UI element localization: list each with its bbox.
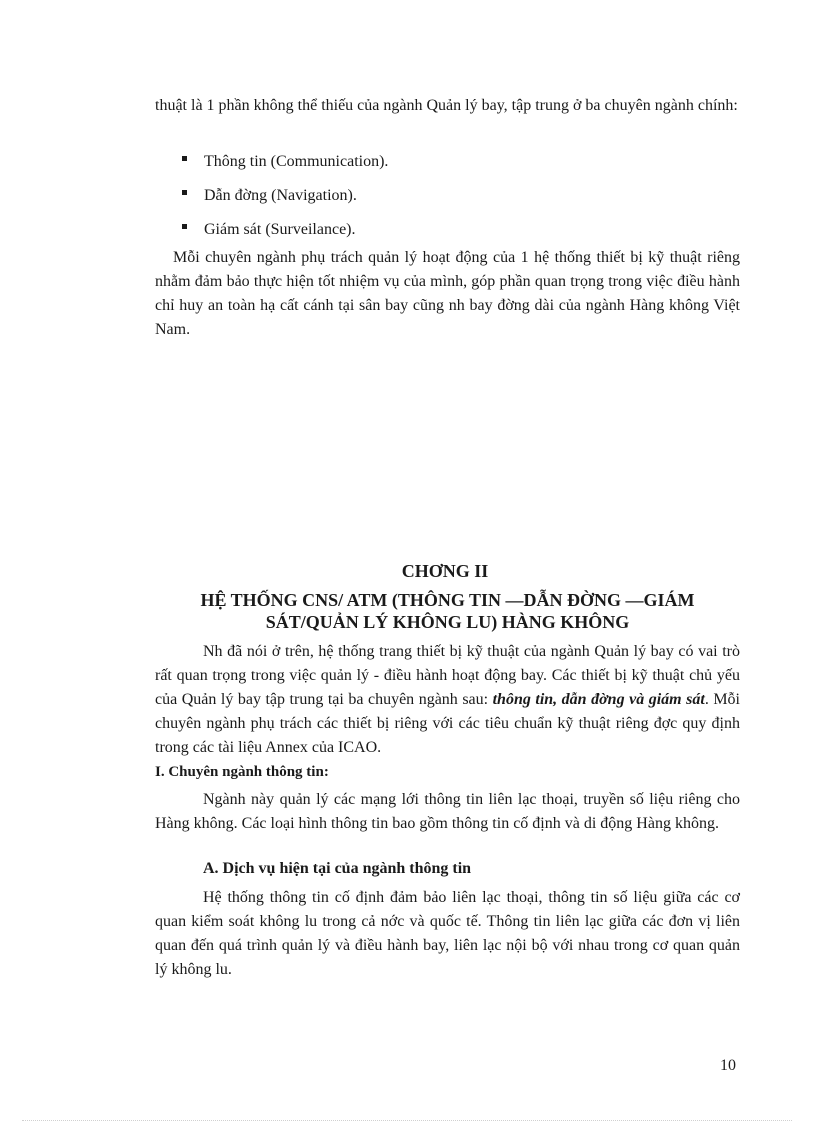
mission-paragraph: Mỗi chuyên ngành phụ trách quản lý hoạt động của 1 hệ thống thiết bị kỹ thuật riêng nhằm đảm bảo thực hiện tốt nhiệm vụ của mình, góp phần quan trọng trong việc điều hành chỉ huy an toàn hạ cất cánh tại sân bay cũng nh bay đờng dài của ngành Hàng không Việt Nam. — [155, 249, 740, 338]
square-bullet-icon — [182, 156, 187, 161]
square-bullet-icon — [182, 224, 187, 229]
bullet-text: Dẫn đờng (Navigation). — [204, 187, 357, 204]
subsection-heading: A. Dịch vụ hiện tại của ngành thông tin — [203, 860, 472, 877]
bullet-text: Thông tin (Communication). — [204, 153, 389, 170]
section-heading: I. Chuyên ngành thông tin: — [155, 764, 329, 780]
chapter-intro-emphasis: thông tin, dẫn đờng và giám sát — [492, 691, 705, 708]
bullet-list — [180, 150, 388, 252]
page-number: 10 — [720, 1057, 736, 1074]
chapter-number: CHƠNG II — [401, 561, 489, 581]
square-bullet-icon — [182, 190, 187, 195]
communication-paragraph: Ngành này quản lý các mạng lới thông tin liên lạc thoại, truyền số liệu riêng cho Hàng không. Các loại hình thông tin bao gồm thông tin cố định và di động Hàng không. — [155, 791, 740, 832]
bottom-divider — [22, 1120, 792, 1121]
bullet-text: Giám sát (Surveilance). — [204, 221, 356, 238]
chapter-intro-text: Nh đã nói ở trên, hệ thống trang thiết bị kỹ thuật của ngành Quản lý bay có vai trò rất quan trọng trong việc quản lý - điều hành hoạt động bay. Các thiết bị kỹ thuật chủ yếu của Quản lý bay tập trung tại ba chuyên ngành sau: — [155, 643, 740, 708]
chapter-intro-paragraph — [155, 640, 740, 760]
chapter-title: HỆ THỐNG CNS/ ATM (THÔNG TIN —DẪN ĐỜNG —GIÁM SÁT/QUẢN LÝ KHÔNG LU) HÀNG KHÔNG — [200, 590, 695, 632]
fixed-communication-paragraph: Hệ thống thông tin cố định đảm bảo liên lạc thoại, thông tin số liệu giữa các cơ quan kiểm soát không lu trong cả nớc và quốc tế. Thông tin liên lạc giữa các đơn vị liên quan đến quá trình quản lý và điều hành bay, liên lạc nội bộ với nhau trong cơ quan quản lý không lu. — [155, 889, 740, 978]
intro-paragraph: thuật là 1 phần không thể thiếu của ngành Quản lý bay, tập trung ở ba chuyên ngành chính: — [155, 97, 738, 114]
chapter-intro-text-end: . Mỗi chuyên ngành phụ trách các thiết bị riêng với các tiêu chuẩn kỹ thuật riêng đợc quy định trong các tài liệu Annex của ICAO. — [155, 691, 741, 756]
list-item — [180, 150, 388, 184]
list-item — [180, 184, 388, 218]
